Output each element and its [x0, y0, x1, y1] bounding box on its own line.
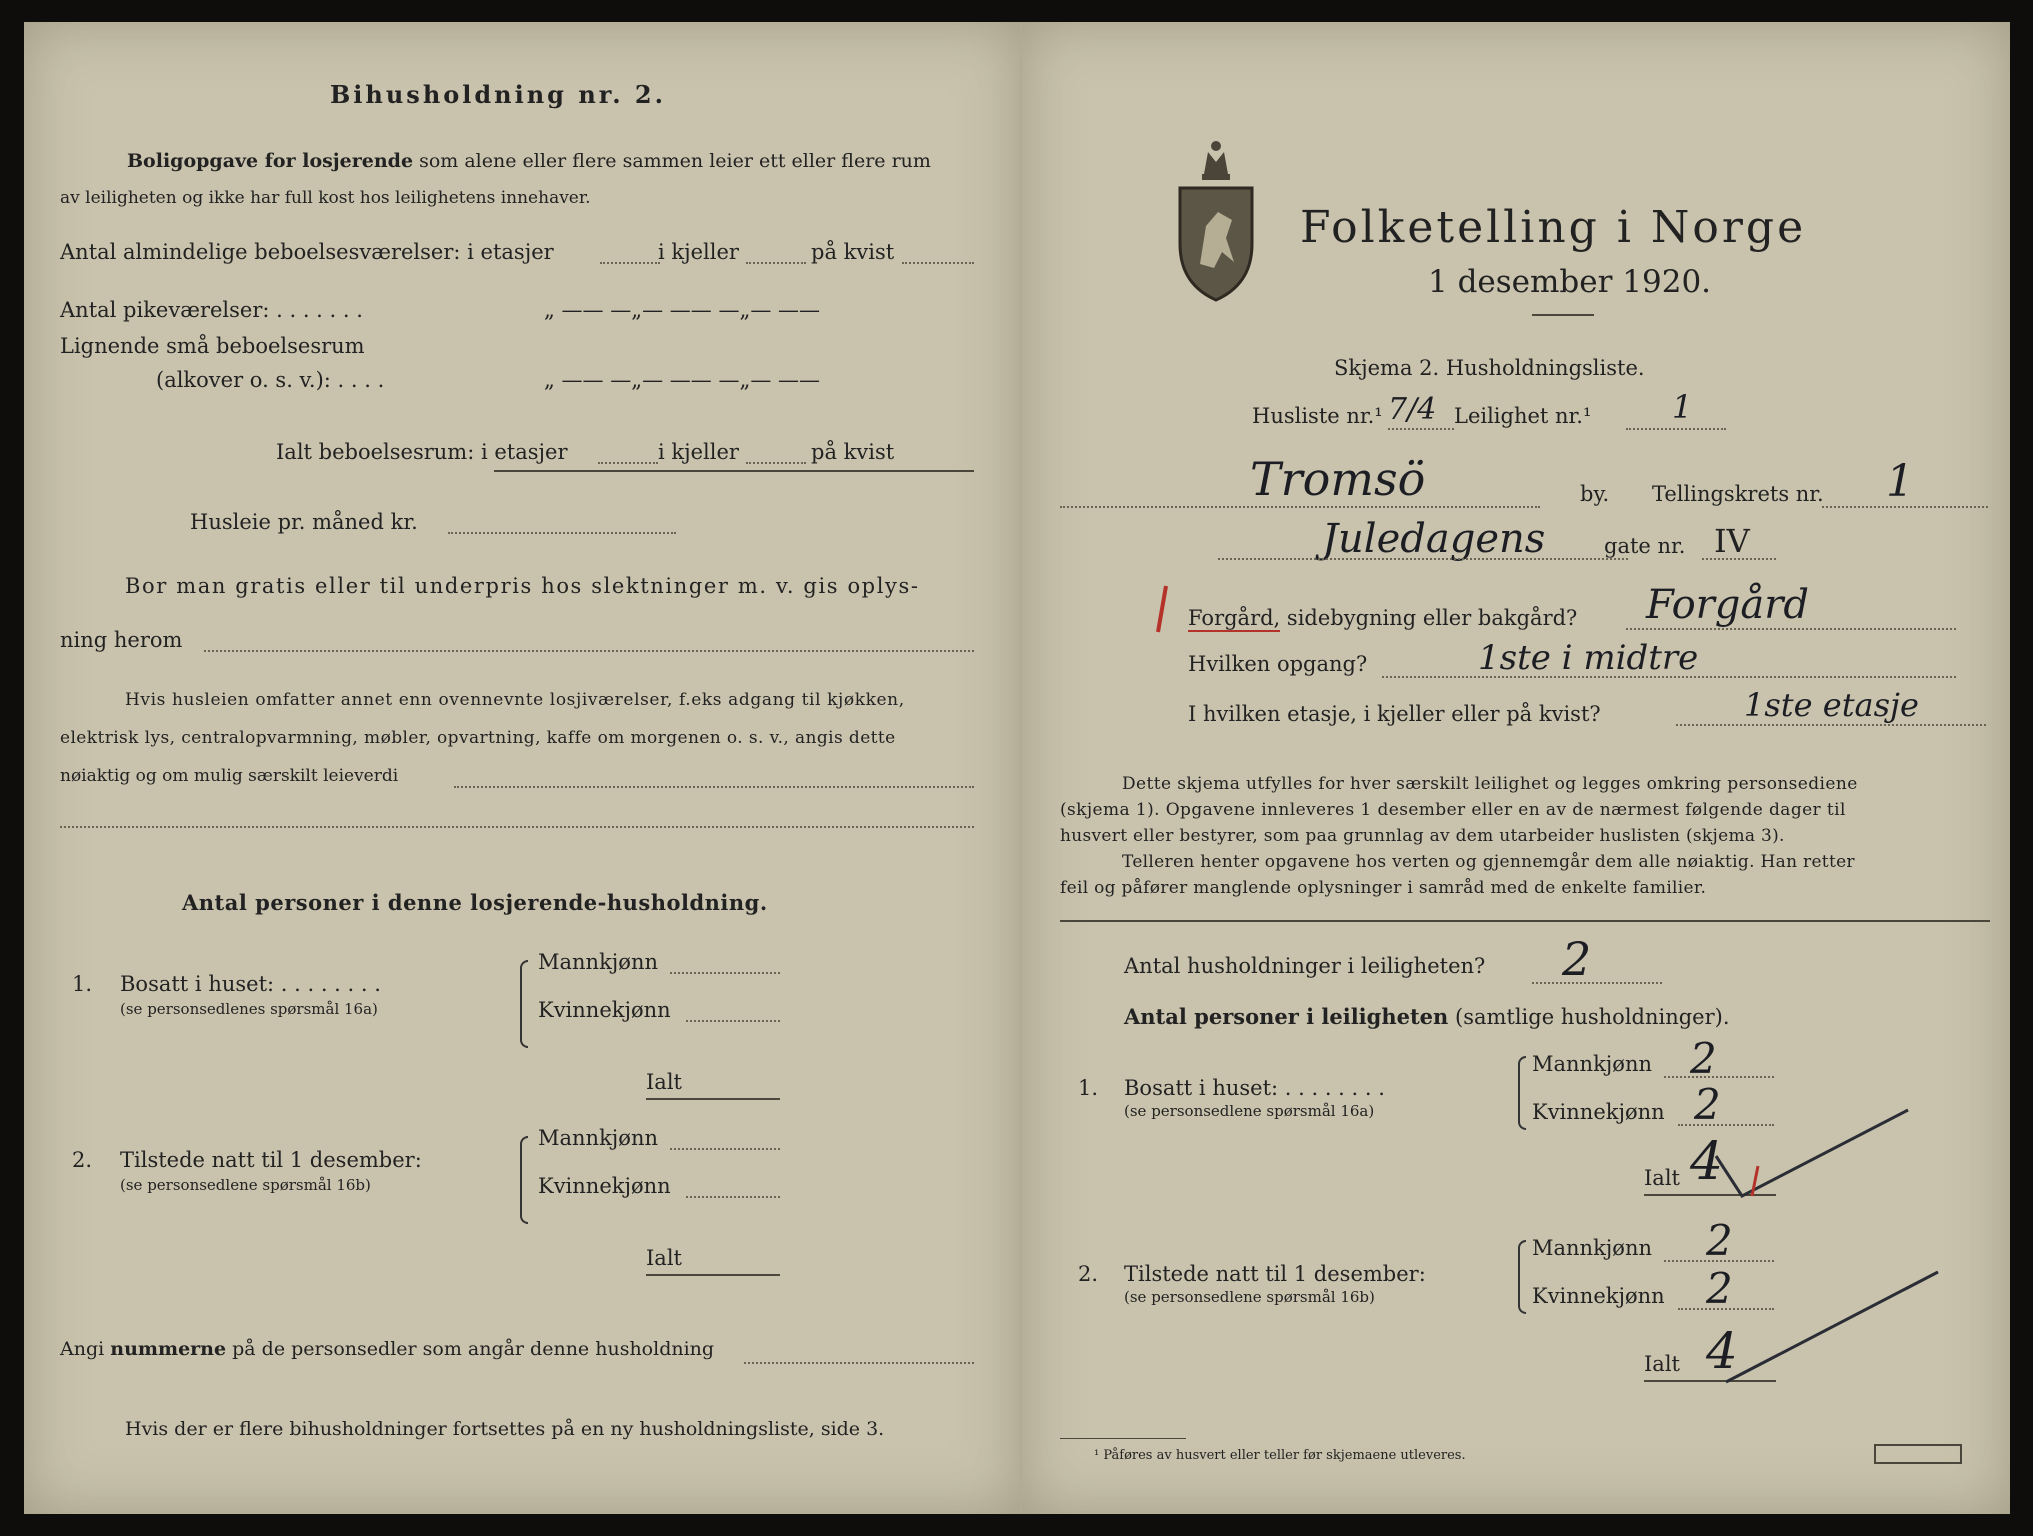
krets-field [1822, 506, 1988, 508]
rent-field [448, 532, 676, 534]
forgard-field [1626, 628, 1956, 630]
row-rooms-kvist: på kvist [811, 240, 895, 264]
info-line-2: (skjema 1). Opgavene innleveres 1 desember eller en av de nærmest følgende dager til [1060, 800, 1846, 820]
persons-title-bold: Antal personer i leiligheten [1124, 1004, 1449, 1029]
right-page [1022, 22, 2010, 1514]
left-q1-num: 1. [72, 972, 93, 996]
right-q1-ialt-value: 4 [1690, 1132, 1724, 1192]
right-q2-ialt-value: 4 [1706, 1322, 1738, 1380]
row-similar-fill: „ —— —„— —— —„— —— [544, 368, 821, 392]
left-q2-mann-label: Mannkjønn [538, 1126, 659, 1150]
title-rule [1532, 314, 1594, 316]
forgard-value: Forgård [1646, 582, 1809, 628]
etasje-label: I hvilken etasje, i kjeller eller på kvist? [1188, 702, 1601, 726]
right-q1-mann-label: Mannkjønn [1532, 1052, 1653, 1076]
leilighet-label: Leilighet nr.¹ [1454, 404, 1592, 428]
etasje-field [1676, 724, 1986, 726]
left-q2-ialt-label: Ialt [646, 1246, 682, 1270]
husliste-label: Husliste nr.¹ [1252, 404, 1383, 428]
right-q1-num: 1. [1078, 1076, 1099, 1100]
row-rooms-kjeller-field [746, 262, 806, 264]
right-q2-num: 2. [1078, 1262, 1099, 1286]
right-date: 1 desember 1920. [1428, 264, 1712, 300]
husliste-value: 7/4 [1388, 392, 1437, 427]
row-maid-label: Antal pikeværelser: . . . . . . . [60, 298, 363, 322]
rent-label: Husleie pr. måned kr. [190, 510, 418, 534]
right-q2-mann-label: Mannkjønn [1532, 1236, 1653, 1260]
right-q2-mann-field [1664, 1260, 1774, 1262]
gate-field [1218, 558, 1628, 560]
krets-label: Tellingskrets nr. [1652, 482, 1824, 506]
husliste-field [1388, 428, 1454, 430]
right-q2-mann-value: 2 [1706, 1216, 1733, 1265]
angi-field [744, 1362, 974, 1364]
left-q1-ialt-line [646, 1098, 780, 1100]
info-rule [1060, 920, 1990, 922]
row-total-kjeller: i kjeller [658, 440, 739, 464]
hvis-field [454, 786, 974, 788]
bor-line-1: Bor man gratis eller til underpris hos slektninger m. v. gis oplys- [125, 574, 920, 598]
hvis-line-1: Hvis husleien omfatter annet enn ovennevnte losjiværelser, f.eks adgang til kjøkken, [125, 690, 905, 710]
right-q2-kvinne-label: Kvinnekjønn [1532, 1284, 1665, 1308]
left-q2-kvinne-label: Kvinnekjønn [538, 1174, 671, 1198]
right-q1-ialt-label: Ialt [1644, 1166, 1680, 1190]
right-q2-kvinne-value: 2 [1706, 1264, 1733, 1313]
schema-label: Skjema 2. Husholdningsliste. [1334, 356, 1645, 380]
angi-line [60, 1338, 714, 1360]
row-total-kjeller-field [746, 462, 806, 464]
by-value: Tromsö [1250, 452, 1426, 506]
tally-check-mark-icon [1712, 1106, 1912, 1202]
opgang-field [1382, 676, 1956, 678]
right-q1-mann-field [1664, 1076, 1774, 1078]
angi-post: på de personsedler som angår denne husholdning [232, 1338, 715, 1360]
intro-bold: Boligopgave for losjerende [127, 150, 414, 172]
left-title: Bihusholdning nr. 2. [330, 80, 666, 109]
left-q1-mann-field [670, 972, 780, 974]
right-q1-label: Bosatt i huset: . . . . . . . . [1124, 1076, 1385, 1100]
row-total-label: Ialt beboelsesrum: i etasjer [276, 440, 568, 464]
left-q2-ialt-line [646, 1274, 780, 1276]
hush-field [1532, 982, 1662, 984]
left-q1-brace [520, 960, 528, 1048]
gate-nr-value: IV [1714, 522, 1750, 560]
printer-stamp [1874, 1444, 1962, 1464]
forgard-question: sidebygning eller bakgård? [1286, 606, 1578, 630]
left-q1-ialt-label: Ialt [646, 1070, 682, 1094]
row-rooms-kjeller: i kjeller [658, 240, 739, 264]
hvis-line-2: elektrisk lys, centralopvarmning, møbler, opvartning, kaffe om morgenen o. s. v., angis dette [60, 728, 896, 748]
by-field [1060, 506, 1540, 508]
leilighet-field [1626, 428, 1726, 430]
forgard-word: Forgård, [1188, 606, 1281, 630]
right-q1-mann-value: 2 [1690, 1034, 1717, 1083]
angi-bold: nummerne [110, 1338, 227, 1360]
persons-title-rest: (samtlige husholdninger). [1455, 1005, 1730, 1029]
intro-line-1 [127, 150, 931, 172]
left-q2-sub: (se personsedlene spørsmål 16b) [120, 1176, 371, 1194]
row-rooms-kvist-field [902, 262, 974, 264]
krets-value: 1 [1886, 456, 1914, 507]
right-q1-brace [1518, 1056, 1526, 1130]
bor-field [204, 650, 974, 652]
right-q2-brace [1518, 1240, 1526, 1314]
right-q1-kvinne-label: Kvinnekjønn [1532, 1100, 1665, 1124]
intro-text: som alene eller flere sammen leier ett eller flere rum [419, 150, 931, 172]
coat-of-arms-icon [1174, 134, 1258, 304]
left-q2-num: 2. [72, 1148, 93, 1172]
right-q1-sub: (se personsedlene spørsmål 16a) [1124, 1102, 1375, 1120]
opgang-label: Hvilken opgang? [1188, 652, 1368, 676]
info-line-1: Dette skjema utfylles for hver særskilt leilighet og legges omkring personsediene [1122, 774, 1858, 794]
hvis-field-2 [60, 826, 974, 828]
row-total-kvist: på kvist [811, 440, 895, 464]
bor-line-2: ning herom [60, 628, 183, 652]
left-q1-kvinne-label: Kvinnekjønn [538, 998, 671, 1022]
hush-value: 2 [1562, 932, 1592, 986]
right-q2-label: Tilstede natt til 1 desember: [1124, 1262, 1426, 1286]
left-q2-kvinne-field [686, 1196, 780, 1198]
row-rooms-etasjer-field [600, 262, 660, 264]
right-q1-kvinne-value: 2 [1694, 1080, 1721, 1129]
row-rooms-label: Antal almindelige beboelsesværelser: i etasjer [60, 240, 554, 264]
row-maid-fill: „ —— —„— —— —„— —— [544, 298, 821, 322]
footnote-rule [1060, 1438, 1186, 1439]
left-q1-mann-label: Mannkjønn [538, 950, 659, 974]
gate-value: Juledagens [1322, 516, 1546, 562]
etasje-value: 1ste etasje [1744, 686, 1919, 724]
left-persons-title: Antal personer i denne losjerende-husholdning. [182, 890, 768, 915]
intro-line-2: av leiligheten og ikke har full kost hos leilighetens innehaver. [60, 188, 591, 208]
left-q1-sub: (se personsedlenes spørsmål 16a) [120, 1000, 378, 1018]
right-q2-ialt-label: Ialt [1644, 1352, 1680, 1376]
row-similar-label-1: Lignende små beboelsesrum [60, 334, 365, 358]
footnote: ¹ Påføres av husvert eller teller før skjemaene utleveres. [1094, 1448, 1466, 1463]
forgard-label [1188, 606, 1577, 630]
opgang-value: 1ste i midtre [1478, 638, 1699, 678]
left-q1-label: Bosatt i huset: . . . . . . . . [120, 972, 381, 996]
right-persons-title [1124, 1004, 1730, 1029]
left-q2-mann-field [670, 1148, 780, 1150]
tally-slash-mark-icon [1722, 1268, 1942, 1388]
gate-nr-field [1702, 558, 1776, 560]
row-similar-label-2: (alkover o. s. v.): . . . . [156, 368, 385, 392]
left-q1-kvinne-field [686, 1020, 780, 1022]
gate-label: gate nr. [1604, 534, 1686, 558]
angi-pre: Angi [60, 1338, 105, 1360]
row-total-underline [494, 470, 974, 472]
right-q2-sub: (se personsedlene spørsmål 16b) [1124, 1288, 1375, 1306]
info-line-5: feil og påfører manglende oplysninger i samråd med de enkelte familier. [1060, 878, 1707, 898]
left-q2-brace [520, 1136, 528, 1224]
hvis-line-3: nøiaktig og om mulig særskilt leieverdi [60, 766, 399, 786]
left-q2-label: Tilstede natt til 1 desember: [120, 1148, 422, 1172]
right-title: Folketelling i Norge [1300, 202, 1807, 253]
left-footer: Hvis der er flere bihusholdninger fortsettes på en ny husholdningsliste, side 3. [125, 1418, 885, 1440]
by-label: by. [1580, 482, 1610, 506]
leilighet-value: 1 [1672, 388, 1693, 426]
row-total-etasjer-field [598, 462, 658, 464]
left-page [24, 22, 1020, 1514]
red-pencil-mark-icon [1152, 582, 1172, 636]
info-line-4: Telleren henter opgavene hos verten og gjennemgår dem alle nøiaktig. Han retter [1122, 852, 1855, 872]
info-line-3: husvert eller bestyrer, som paa grunnlag av dem utarbeider huslisten (skjema 3). [1060, 826, 1785, 846]
hush-label: Antal husholdninger i leiligheten? [1124, 954, 1486, 978]
